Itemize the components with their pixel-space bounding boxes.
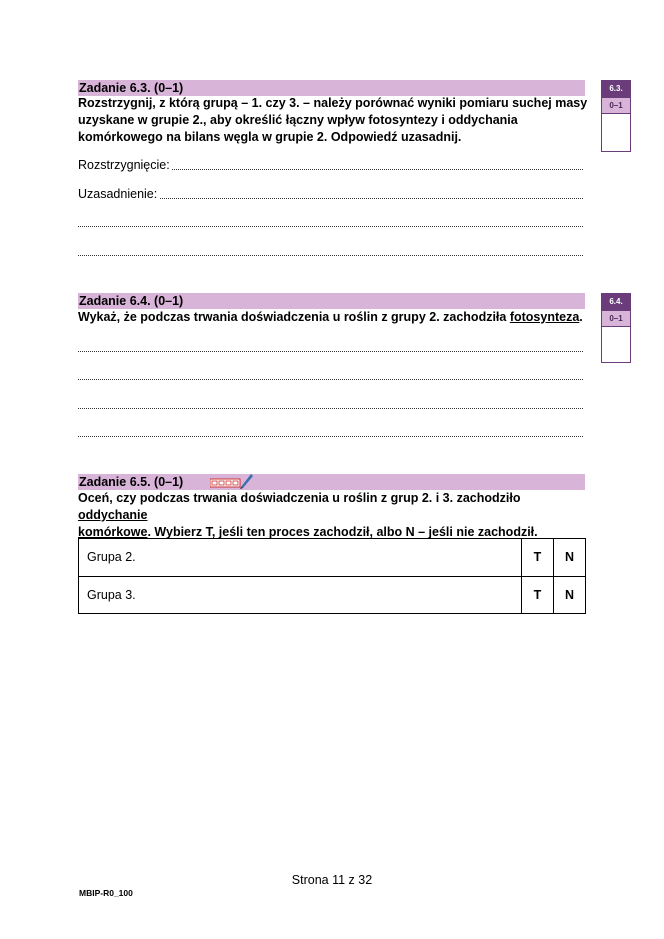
score-box-6-4 [601,293,631,363]
page-number: Strona 11 z 32 [291,873,373,887]
task-6-3-header: Zadanie 6.3. (0–1) [78,80,585,96]
option-t[interactable]: T [522,539,554,577]
task-6-3-instruction [78,95,588,146]
justification-label: Uzasadnienie: [78,187,158,201]
justification-answer-line[interactable] [78,187,583,201]
score-box-field[interactable] [602,326,630,362]
task-6-4-period: . [579,310,583,324]
task-6-4-answer-line-4[interactable] [78,425,583,439]
task-6-4-underlined: fotosynteza [509,310,580,324]
task-6-3-line-3: komórkowego na bilans węgla w grupie 2. Odpowiedź uzasadnij. [78,130,462,144]
task-6-4-text: Wykaż, że podczas trwania doświadczenia u roślin z grupy 2. zachodziła [78,310,510,324]
task-6-5-header: Zadanie 6.5. (0–1) [78,474,585,490]
task-6-4-answer-line-3[interactable] [78,397,583,411]
score-box-field[interactable] [602,113,630,151]
true-false-table [78,538,586,614]
table-row [79,539,586,577]
pencil-tool-icon [210,473,254,489]
task-6-5-instruction [78,490,588,541]
task-6-4-answer-line-2[interactable] [78,368,583,382]
document-code: MBIP-R0_100 [79,888,133,898]
score-box-range: 0–1 [602,310,630,326]
task-6-3-line-1: Rozstrzygnij, z którą grupą – 1. czy 3. – należy porównać wyniki pomiaru suchej masy [78,96,588,110]
score-box-id: 6.4. [602,294,630,310]
option-n[interactable]: N [554,576,586,614]
score-box-range: 0–1 [602,97,630,113]
task-6-5-line-2: komórkowe. Wybierz T, jeśli ten proces zachodził, albo N – jeśli nie zachodził. [78,525,538,539]
resolution-label: Rozstrzygnięcie: [78,158,170,172]
row-label: Grupa 2. [79,539,522,577]
score-box-id: 6.3. [602,81,630,97]
table-row [79,576,586,614]
justification-answer-line-3[interactable] [78,244,583,258]
justification-answer-line-2[interactable] [78,215,583,229]
task-6-5-line-1: Oceń, czy podczas trwania doświadczenia u roślin z grup 2. i 3. zachodziło oddychanie [78,491,521,522]
resolution-answer-line[interactable] [78,158,583,172]
option-n[interactable]: N [554,539,586,577]
task-6-4-answer-line-1[interactable] [78,340,583,354]
task-6-3-line-2: uzyskane w grupie 2., aby określić łączny wpływ fotosyntezy i oddychania [78,113,518,127]
score-box-6-3 [601,80,631,152]
task-6-4-instruction [78,309,588,326]
option-t[interactable]: T [522,576,554,614]
row-label: Grupa 3. [79,576,522,614]
task-6-4-header: Zadanie 6.4. (0–1) [78,293,585,309]
